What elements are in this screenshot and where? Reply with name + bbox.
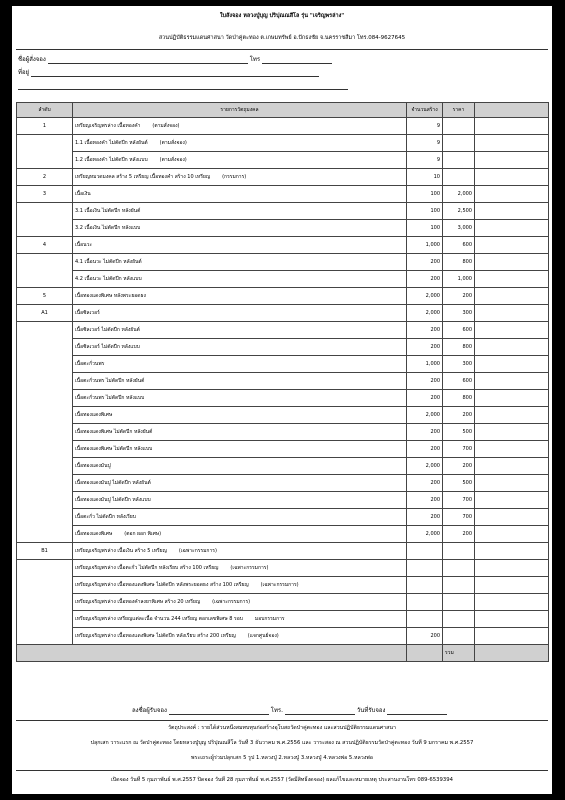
item-note: (เฉพาะกรรมการ): [178, 548, 217, 554]
row-qty: 2,000: [407, 526, 443, 543]
row-item: [73, 322, 407, 339]
row-price: [443, 594, 475, 611]
row-item: [73, 441, 407, 458]
row-number: [17, 458, 73, 475]
table-row: [17, 305, 549, 322]
col-header-order-qty: [475, 103, 549, 118]
table-row: [17, 288, 549, 305]
row-qty: 200: [407, 271, 443, 288]
item-name: เหรียญเจริญพรล่าง เนื้อตะกั่ว ไม่ตัดปีก หลังเรียบ สร้าง 100 เหรียญ: [75, 565, 219, 571]
row-number: [17, 577, 73, 594]
row-price: 3,000: [443, 220, 475, 237]
row-price: [443, 152, 475, 169]
row-price: 500: [443, 424, 475, 441]
row-order-qty-input[interactable]: [475, 356, 549, 373]
table-row: [17, 203, 549, 220]
row-order-qty-input[interactable]: [475, 560, 549, 577]
row-number: [17, 509, 73, 526]
row-number: [17, 628, 73, 645]
row-order-qty-input[interactable]: [475, 611, 549, 628]
row-qty: 2,000: [407, 305, 443, 322]
order-form-page: [12, 6, 552, 794]
item-name: เนื้อตะกั่ว ไม่ตัดปีก หลังเรียบ: [75, 514, 136, 520]
item-note: (ตามสั่งจอง): [159, 157, 187, 163]
table-row: [17, 186, 549, 203]
row-item: [73, 526, 407, 543]
row-price: 800: [443, 390, 475, 407]
table-row: [17, 526, 549, 543]
row-item: [73, 271, 407, 288]
row-order-qty-input[interactable]: [475, 305, 549, 322]
row-order-qty-input[interactable]: [475, 628, 549, 645]
table-row: [17, 390, 549, 407]
signature-input[interactable]: [169, 708, 269, 715]
table-row: [17, 509, 549, 526]
row-order-qty-input[interactable]: [475, 169, 549, 186]
row-qty: 200: [407, 492, 443, 509]
name-input[interactable]: [48, 57, 248, 64]
row-item: [73, 458, 407, 475]
row-item: [73, 475, 407, 492]
row-order-qty-input[interactable]: [475, 135, 549, 152]
row-order-qty-input[interactable]: [475, 220, 549, 237]
row-number: [17, 594, 73, 611]
row-order-qty-input[interactable]: [475, 441, 549, 458]
table-body: [17, 118, 549, 662]
row-price: [443, 118, 475, 135]
row-number: [17, 441, 73, 458]
row-order-qty-input[interactable]: [475, 322, 549, 339]
total-qty-blank: [407, 645, 443, 662]
row-item: [73, 237, 407, 254]
row-order-qty-input[interactable]: [475, 254, 549, 271]
row-item: [73, 424, 407, 441]
table-header-row: [17, 103, 549, 118]
table-row: [17, 441, 549, 458]
row-number: [17, 356, 73, 373]
item-name: เหรียญเจริญพรล่าง เนื้อทองคำลงยาพิเศษ สร้าง 20 เหรียญ: [75, 599, 201, 605]
receive-date-label: วันที่รับจอง: [356, 707, 386, 714]
row-item: [73, 407, 407, 424]
row-item: [73, 203, 407, 220]
purpose-text: วัตถุประสงค์ : รายได้ส่วนหนึ่งสมทบทุนก่อสร้างอุโบสถวัดป่าคู่ตะทอง และสวนปฏิบัติธรรมแดนศาสนา: [168, 725, 396, 731]
name-label: ชื่อผู้สั่งจอง: [18, 56, 46, 63]
item-name: เนื้อทองแดงพิเศษ: [75, 412, 113, 418]
row-qty: 200: [407, 339, 443, 356]
address-input-line-1[interactable]: [31, 70, 319, 77]
row-qty: 1,000: [407, 237, 443, 254]
item-name: เหรียญหมวดมงคล สร้าง 5 เหรียญ เนื้อทองคำ สร้าง 10 เหรียญ: [75, 174, 211, 180]
row-order-qty-input[interactable]: [475, 152, 549, 169]
row-qty: 2,000: [407, 458, 443, 475]
row-number: [17, 424, 73, 441]
item-name: เนื้อนวะ: [75, 242, 93, 248]
row-number: 3: [17, 186, 73, 203]
address-label: ที่อยู่: [18, 69, 30, 76]
row-qty: 200: [407, 390, 443, 407]
row-qty: 200: [407, 322, 443, 339]
row-qty: 200: [407, 509, 443, 526]
row-number: [17, 373, 73, 390]
row-item: [73, 254, 407, 271]
item-name: เหรียญเจริญพรล่าง เนื้อเงิน สร้าง 5 เหรียญ: [75, 548, 167, 554]
row-number: [17, 475, 73, 492]
row-item: [73, 560, 407, 577]
table-row: [17, 152, 549, 169]
table-row: [17, 424, 549, 441]
booking-dates-text: เปิดจอง วันที่ 5 กุมภาพันธ์ พ.ศ.2557 ปิดจอง วันที่ 28 กุมภาพันธ์ พ.ศ.2557 (วัดมีสิทธิ์งดจอง) ผลแก้ไขและหมายเหตุ ประสานงานโทร 089-6539394: [110, 777, 454, 783]
item-name: เหรียญเจริญพรล่าง เนื้อทองแดงพิเศษ ไม่ตัดปีก หลังเรียบ สร้าง 200 เหรียญ: [75, 633, 236, 639]
total-input[interactable]: [475, 645, 549, 662]
row-price: 2,500: [443, 203, 475, 220]
row-item: [73, 577, 407, 594]
table-row: [17, 322, 549, 339]
row-qty: 100: [407, 220, 443, 237]
row-qty: 2,000: [407, 407, 443, 424]
row-number: [17, 407, 73, 424]
table-row: [17, 458, 549, 475]
row-qty: 10: [407, 169, 443, 186]
row-item: [73, 220, 407, 237]
table-row: [17, 594, 549, 611]
item-note: (แจกศูนย์จอง): [247, 633, 279, 639]
row-price: [443, 543, 475, 560]
table-row: [17, 373, 549, 390]
row-price: 600: [443, 237, 475, 254]
signature-phone-input[interactable]: [285, 708, 355, 715]
row-price: 200: [443, 407, 475, 424]
row-qty: [407, 543, 443, 560]
table-row: [17, 492, 549, 509]
row-qty: [407, 577, 443, 594]
row-number: [17, 560, 73, 577]
row-number: [17, 254, 73, 271]
row-price: 600: [443, 373, 475, 390]
row-qty: [407, 594, 443, 611]
row-item: [73, 611, 407, 628]
row-number: B1: [17, 543, 73, 560]
row-qty: 9: [407, 118, 443, 135]
item-name: เนื้อทองแดงพิเศษ ไม่ตัดปีก หลังยันต์: [75, 429, 153, 435]
row-item: [73, 186, 407, 203]
row-price: 200: [443, 526, 475, 543]
col-header-item: รายการวัตถุมงคล: [73, 103, 407, 118]
table-row: [17, 356, 549, 373]
item-name: เหรียญเจริญพรล่าง เหรียญแต่ละเนื้อ จำนวน 244 เหรียญ ตอกเลขพิเศษ 8 รอบ: [75, 616, 243, 622]
row-item: [73, 135, 407, 152]
row-price: 300: [443, 305, 475, 322]
row-price: 700: [443, 492, 475, 509]
total-row: [17, 645, 549, 662]
consecration-text: ปลุกเสก วาระแรก ณ วัดป่าคู่ตะทอง โดยหลวงปู่บุญ ปริปุณณสีโล วันที่ 3 ธันวาคม พ.ศ.2556 และ วาระสอง ณ สวนปฏิบัติธรรมวัดป่าคู่ตะทอง วันที่ 9 มกราคม พ.ศ.2557: [90, 740, 474, 746]
row-qty: [407, 611, 443, 628]
item-name: เนื้อซิลเวอร์ ไม่ตัดปีก หลังยันต์: [75, 327, 140, 333]
item-note: (ตอก ผอก พิเศษ): [124, 531, 162, 537]
row-price: 700: [443, 441, 475, 458]
row-qty: 100: [407, 186, 443, 203]
row-number: A1: [17, 305, 73, 322]
row-number: [17, 135, 73, 152]
row-price: [443, 169, 475, 186]
row-item: [73, 594, 407, 611]
row-order-qty-input[interactable]: [475, 271, 549, 288]
item-name: 3.1 เนื้อเงิน ไม่ตัดปีก หลังยันต์: [75, 208, 141, 214]
row-item: [73, 543, 407, 560]
order-items-table: [16, 102, 549, 662]
item-name: เนื้อตะกั่วนพร: [75, 361, 105, 367]
item-note: (เฉพาะกรรมการ): [212, 599, 251, 605]
row-order-qty-input[interactable]: [475, 526, 549, 543]
table-row: [17, 271, 549, 288]
row-order-qty-input[interactable]: [475, 186, 549, 203]
row-number: [17, 390, 73, 407]
row-order-qty-input[interactable]: [475, 407, 549, 424]
row-order-qty-input[interactable]: [475, 390, 549, 407]
row-item: [73, 305, 407, 322]
address-input-line-2[interactable]: [18, 83, 348, 90]
row-item: [73, 509, 407, 526]
item-name: เนื้อทองแดงพิเศษ: [75, 531, 113, 537]
row-qty: 100: [407, 203, 443, 220]
row-number: [17, 220, 73, 237]
row-item: [73, 356, 407, 373]
row-order-qty-input[interactable]: [475, 458, 549, 475]
row-order-qty-input[interactable]: [475, 203, 549, 220]
row-item: [73, 339, 407, 356]
row-qty: [407, 560, 443, 577]
row-order-qty-input[interactable]: [475, 577, 549, 594]
row-price: 500: [443, 475, 475, 492]
row-price: 1,000: [443, 271, 475, 288]
row-number: 2: [17, 169, 73, 186]
row-order-qty-input[interactable]: [475, 288, 549, 305]
name-field-row: [18, 55, 332, 64]
row-price: 700: [443, 509, 475, 526]
monks-text: พระเถระผู้ร่วมปลุกเสก 5 รูป 1.หลวงปู่ 2.หลวงปู่ 3.หลวงปู่ 4.หลวงพ่อ 5.หลวงพ่อ: [191, 755, 373, 761]
signature-label: ลงชื่อผู้รับจอง: [132, 707, 167, 714]
row-price: 800: [443, 339, 475, 356]
table-row: [17, 254, 549, 271]
row-item: [73, 492, 407, 509]
item-name: เนื้อทองแดงมันปู ไม่ตัดปีก หลังยันต์: [75, 480, 151, 486]
row-item: [73, 118, 407, 135]
row-order-qty-input[interactable]: [475, 594, 549, 611]
row-number: [17, 492, 73, 509]
row-order-qty-input[interactable]: [475, 509, 549, 526]
row-price: [443, 560, 475, 577]
item-note: (ตามสั่งจอง): [159, 140, 187, 146]
item-name: 1.2 เนื้อทองคำ ไม่ตัดปีก หลังแบบ: [75, 157, 148, 163]
row-qty: 200: [407, 475, 443, 492]
row-order-qty-input[interactable]: [475, 492, 549, 509]
row-qty: 200: [407, 254, 443, 271]
item-name: เนื้อเงิน: [75, 191, 91, 197]
table-row: [17, 543, 549, 560]
row-qty: 200: [407, 373, 443, 390]
row-order-qty-input[interactable]: [475, 424, 549, 441]
header-divider: [16, 49, 548, 50]
row-order-qty-input[interactable]: [475, 475, 549, 492]
form-title: ใบสั่งจอง หลวงปู่บุญ ปริปุณณสีโล รุ่น "เจริญพรล่าง": [219, 13, 345, 19]
item-note: (เฉพาะกรรมการ): [260, 582, 299, 588]
item-name: 1.1 เนื้อทองคำ ไม่ตัดปีก หลังยันต์: [75, 140, 148, 146]
item-name: เหรียญเจริญพรล่าง เนื้อทองคำ: [75, 123, 141, 129]
row-number: 5: [17, 288, 73, 305]
row-price: 800: [443, 254, 475, 271]
row-qty: 200: [407, 441, 443, 458]
table-row: [17, 220, 549, 237]
row-number: [17, 203, 73, 220]
item-name: เหรียญเจริญพรล่าง เนื้อทองแดงพิเศษ ไม่ตัดปีก หลังพระยอดธง สร้าง 100 เหรียญ: [75, 582, 249, 588]
row-price: 300: [443, 356, 475, 373]
row-qty: 200: [407, 424, 443, 441]
table-row: [17, 169, 549, 186]
row-number: [17, 152, 73, 169]
item-name: เนื้อตะกั่วนพร ไม่ตัดปีก หลังแบบ: [75, 395, 145, 401]
address-field-row-2: [18, 81, 348, 90]
row-item: [73, 169, 407, 186]
item-name: เนื้อซิลเวอร์: [75, 310, 100, 316]
table-row: [17, 339, 549, 356]
table-row: [17, 560, 549, 577]
table-row: [17, 135, 549, 152]
item-note: (ตามสั่งจอง): [152, 123, 180, 129]
row-item: [73, 288, 407, 305]
row-price: 600: [443, 322, 475, 339]
item-name: 3.2 เนื้อเงิน ไม่ตัดปีก หลังแบบ: [75, 225, 141, 231]
total-label: รวม: [443, 645, 475, 662]
receive-date-input[interactable]: [387, 708, 447, 715]
row-item: [73, 373, 407, 390]
table-row: [17, 237, 549, 254]
row-price: 200: [443, 458, 475, 475]
table-row: [17, 118, 549, 135]
col-header-price: ราคา: [443, 103, 475, 118]
row-qty: 200: [407, 628, 443, 645]
form-subtitle: สวนปฏิบัติธรรมแดนศาสนา วัดป่าคู่ตะทอง ต.เกษมทรัพย์ อ.ปักธงชัย จ.นครราชสีมา โทร.084-9627645: [158, 35, 406, 41]
footer-divider: [16, 720, 548, 721]
table-row: [17, 577, 549, 594]
row-qty: 9: [407, 152, 443, 169]
item-name: 4.2 เนื้อนวะ ไม่ตัดปีก หลังแบบ: [75, 276, 142, 282]
table-row: [17, 407, 549, 424]
item-name: เนื้อตะกั่วนพร ไม่ตัดปีก หลังยันต์: [75, 378, 145, 384]
row-order-qty-input[interactable]: [475, 373, 549, 390]
row-item: [73, 628, 407, 645]
row-price: [443, 135, 475, 152]
signature-phone-label: โทร.: [270, 707, 284, 714]
phone-label: โทร: [249, 56, 261, 63]
row-price: [443, 577, 475, 594]
row-number: 1: [17, 118, 73, 135]
row-number: [17, 526, 73, 543]
phone-input[interactable]: [262, 57, 332, 64]
item-name: 4.1 เนื้อนวะ ไม่ตัดปีก หลังยันต์: [75, 259, 142, 265]
row-price: [443, 611, 475, 628]
row-number: [17, 322, 73, 339]
col-header-qty: จำนวนสร้าง: [407, 103, 443, 118]
item-name: เนื้อทองแดงพิเศษ หลังพระยอดธง: [75, 293, 146, 299]
table-row: [17, 475, 549, 492]
item-note: (เฉพาะกรรมการ): [230, 565, 269, 571]
table-row: [17, 611, 549, 628]
row-item: [73, 390, 407, 407]
signature-row: [132, 706, 447, 715]
row-price: 2,000: [443, 186, 475, 203]
col-header-no: ลำดับ: [17, 103, 73, 118]
row-qty: 9: [407, 135, 443, 152]
row-price: [443, 628, 475, 645]
row-order-qty-input[interactable]: [475, 543, 549, 560]
address-field-row: [18, 68, 319, 77]
row-order-qty-input[interactable]: [475, 118, 549, 135]
footer-divider-2: [16, 770, 548, 771]
table-row: [17, 628, 549, 645]
item-name: เนื้อทองแดงพิเศษ ไม่ตัดปีก หลังแบบ: [75, 446, 153, 452]
row-number: [17, 611, 73, 628]
item-note: (กรรมการ): [222, 174, 247, 180]
row-number: [17, 339, 73, 356]
row-number: 4: [17, 237, 73, 254]
item-note: มอบกรรมการ: [254, 616, 285, 622]
item-name: เนื้อซิลเวอร์ ไม่ตัดปีก หลังแบบ: [75, 344, 140, 350]
row-price: 200: [443, 288, 475, 305]
item-name: เนื้อทองแดงมันปู: [75, 463, 111, 469]
row-qty: 1,000: [407, 356, 443, 373]
total-blank: [17, 645, 407, 662]
row-order-qty-input[interactable]: [475, 339, 549, 356]
row-item: [73, 152, 407, 169]
row-order-qty-input[interactable]: [475, 237, 549, 254]
row-qty: 2,000: [407, 288, 443, 305]
item-name: เนื้อทองแดงมันปู ไม่ตัดปีก หลังแบบ: [75, 497, 151, 503]
row-number: [17, 271, 73, 288]
